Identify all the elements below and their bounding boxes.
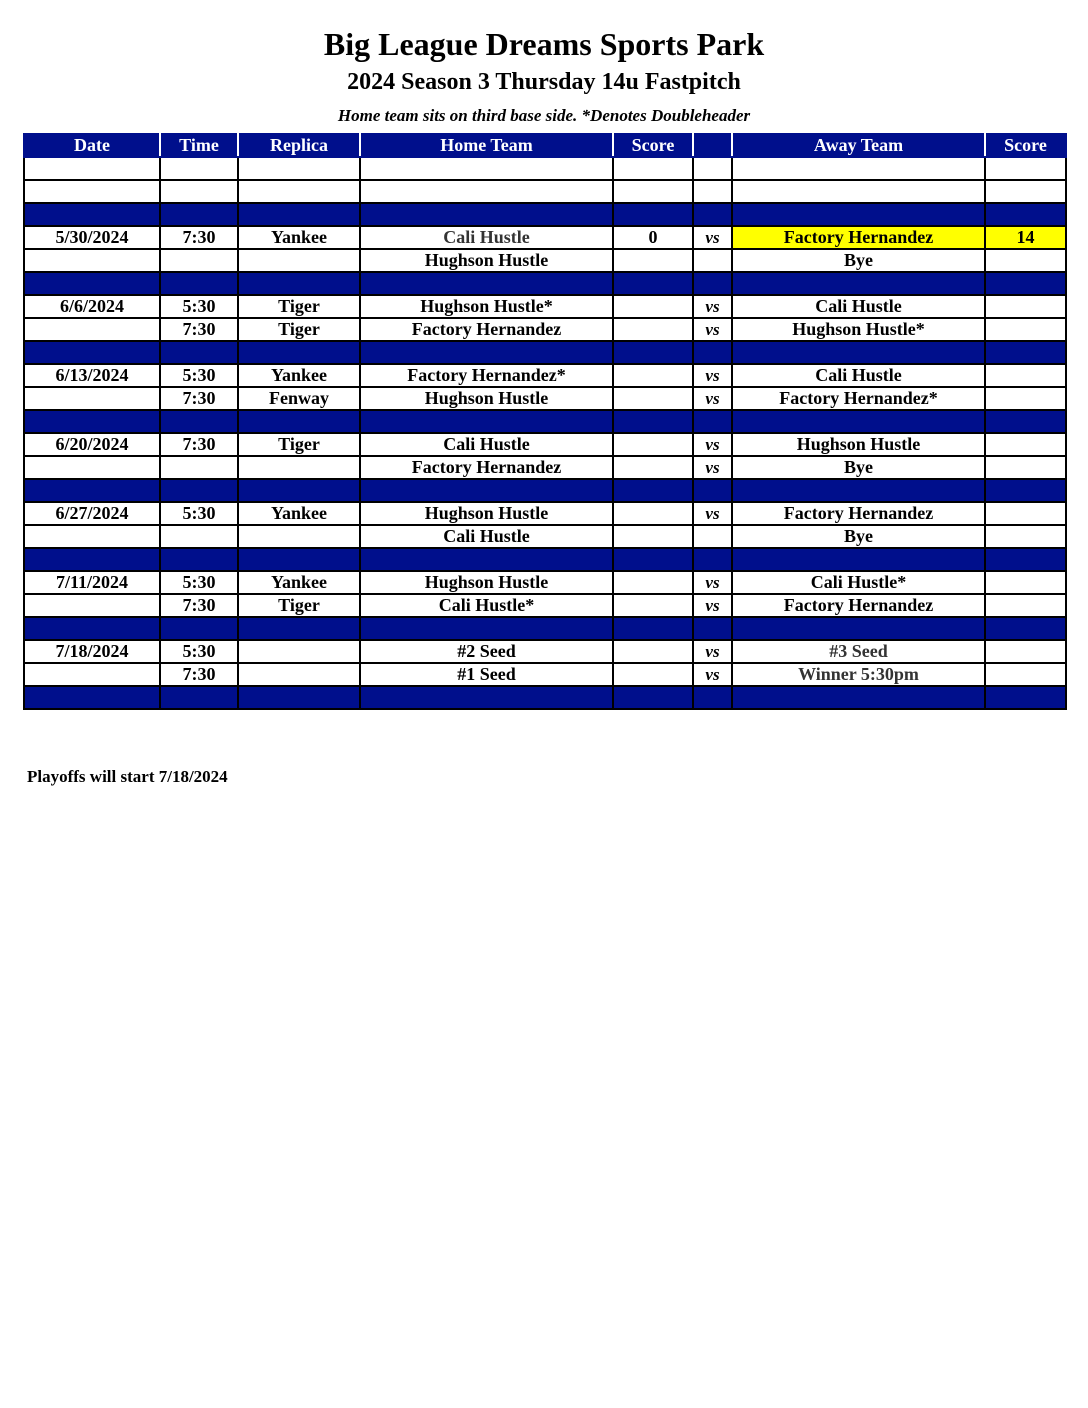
- column-header-away-team: Away Team: [732, 134, 985, 157]
- page-subtitle: 2024 Season 3 Thursday 14u Fastpitch: [347, 69, 741, 95]
- cell-away-score: [985, 663, 1066, 686]
- cell-away-score: [985, 594, 1066, 617]
- table-row: [24, 502, 1066, 525]
- table-row: [24, 571, 1066, 594]
- table-row: [24, 318, 1066, 341]
- cell-home-score: [613, 180, 693, 203]
- cell-vs: [693, 272, 732, 295]
- cell-time: 7:30: [160, 594, 238, 617]
- cell-home-score: [613, 295, 693, 318]
- cell-time: 5:30: [160, 571, 238, 594]
- cell-away: [732, 410, 985, 433]
- cell-date: 6/20/2024: [24, 433, 160, 456]
- column-header-time: Time: [160, 134, 238, 157]
- cell-home-score: [613, 364, 693, 387]
- cell-vs: [693, 617, 732, 640]
- cell-away-score: [985, 433, 1066, 456]
- cell-home: Hughson Hustle: [360, 502, 613, 525]
- cell-home: Hughson Hustle: [360, 571, 613, 594]
- cell-time: [160, 617, 238, 640]
- cell-time: [160, 548, 238, 571]
- cell-home-score: [613, 318, 693, 341]
- cell-home: [360, 686, 613, 709]
- cell-home-score: [613, 571, 693, 594]
- cell-replica: Tiger: [238, 295, 360, 318]
- cell-time: [160, 456, 238, 479]
- cell-vs: vs: [693, 318, 732, 341]
- cell-away: [732, 272, 985, 295]
- cell-away-score: [985, 525, 1066, 548]
- cell-vs: vs: [693, 594, 732, 617]
- cell-home: [360, 157, 613, 180]
- cell-time: 5:30: [160, 295, 238, 318]
- cell-vs: vs: [693, 663, 732, 686]
- cell-away-score: [985, 617, 1066, 640]
- cell-home: Cali Hustle: [360, 433, 613, 456]
- cell-replica: Fenway: [238, 387, 360, 410]
- cell-home-score: [613, 341, 693, 364]
- cell-home: [360, 548, 613, 571]
- week-separator-row: [24, 341, 1066, 364]
- cell-away: [732, 341, 985, 364]
- cell-away: Cali Hustle: [732, 295, 985, 318]
- cell-away-score: [985, 387, 1066, 410]
- cell-replica: [238, 548, 360, 571]
- blank-row: [24, 180, 1066, 203]
- cell-home-score: [613, 502, 693, 525]
- cell-date: [24, 272, 160, 295]
- cell-home-score: [613, 663, 693, 686]
- cell-away-score: [985, 249, 1066, 272]
- cell-home-score: [613, 548, 693, 571]
- cell-vs: [693, 686, 732, 709]
- cell-time: [160, 525, 238, 548]
- cell-away: Bye: [732, 525, 985, 548]
- cell-home: [360, 617, 613, 640]
- cell-vs: vs: [693, 456, 732, 479]
- cell-vs: vs: [693, 387, 732, 410]
- cell-time: [160, 479, 238, 502]
- cell-vs: [693, 548, 732, 571]
- column-header-replica: Replica: [238, 134, 360, 157]
- cell-away-score: [985, 686, 1066, 709]
- cell-time: [160, 272, 238, 295]
- week-separator-row: [24, 410, 1066, 433]
- cell-home-score: [613, 479, 693, 502]
- cell-away: [732, 180, 985, 203]
- cell-replica: [238, 410, 360, 433]
- cell-vs: [693, 157, 732, 180]
- cell-vs: vs: [693, 571, 732, 594]
- cell-away-score: [985, 318, 1066, 341]
- cell-home: [360, 479, 613, 502]
- cell-replica: [238, 617, 360, 640]
- column-header-home-score: Score: [613, 134, 693, 157]
- table-row: [24, 525, 1066, 548]
- cell-home: [360, 272, 613, 295]
- cell-date: [24, 663, 160, 686]
- cell-away: #3 Seed: [732, 640, 985, 663]
- cell-time: 5:30: [160, 640, 238, 663]
- cell-date: 6/6/2024: [24, 295, 160, 318]
- week-separator-row: [24, 272, 1066, 295]
- cell-date: [24, 203, 160, 226]
- cell-away: [732, 617, 985, 640]
- cell-home: [360, 410, 613, 433]
- cell-away: Factory Hernandez: [732, 226, 985, 249]
- cell-home-score: [613, 387, 693, 410]
- cell-away: Hughson Hustle: [732, 433, 985, 456]
- week-separator-row: [24, 479, 1066, 502]
- cell-away-score: [985, 479, 1066, 502]
- cell-away: [732, 686, 985, 709]
- table-row: [24, 456, 1066, 479]
- cell-home: Hughson Hustle: [360, 387, 613, 410]
- cell-vs: [693, 203, 732, 226]
- cell-home-score: [613, 433, 693, 456]
- cell-away-score: [985, 571, 1066, 594]
- header-row: [24, 134, 1066, 157]
- cell-home: [360, 203, 613, 226]
- cell-date: [24, 387, 160, 410]
- week-separator-row: [24, 548, 1066, 571]
- cell-replica: Yankee: [238, 364, 360, 387]
- cell-home-score: 0: [613, 226, 693, 249]
- cell-away: Factory Hernandez*: [732, 387, 985, 410]
- cell-time: [160, 203, 238, 226]
- cell-date: 6/27/2024: [24, 502, 160, 525]
- cell-away-score: [985, 410, 1066, 433]
- cell-home: Cali Hustle: [360, 525, 613, 548]
- column-header-away-score: Score: [985, 134, 1066, 157]
- table-row: [24, 387, 1066, 410]
- week-separator-row: [24, 203, 1066, 226]
- cell-vs: vs: [693, 295, 732, 318]
- cell-time: 5:30: [160, 364, 238, 387]
- cell-away-score: [985, 364, 1066, 387]
- cell-replica: [238, 663, 360, 686]
- cell-vs: [693, 249, 732, 272]
- cell-time: 7:30: [160, 663, 238, 686]
- cell-away-score: [985, 295, 1066, 318]
- cell-vs: vs: [693, 433, 732, 456]
- cell-away-score: [985, 180, 1066, 203]
- cell-replica: [238, 157, 360, 180]
- table-row: [24, 433, 1066, 456]
- cell-replica: [238, 456, 360, 479]
- cell-away-score: [985, 203, 1066, 226]
- table-row: [24, 640, 1066, 663]
- column-header-vs: [693, 134, 732, 157]
- cell-date: [24, 341, 160, 364]
- cell-away: Cali Hustle*: [732, 571, 985, 594]
- cell-replica: Tiger: [238, 318, 360, 341]
- cell-home: Cali Hustle: [360, 226, 613, 249]
- cell-date: [24, 456, 160, 479]
- cell-home-score: [613, 525, 693, 548]
- cell-away-score: [985, 502, 1066, 525]
- cell-home-score: [613, 410, 693, 433]
- cell-home-score: [613, 594, 693, 617]
- cell-replica: [238, 479, 360, 502]
- cell-away: Factory Hernandez: [732, 594, 985, 617]
- table-row: [24, 594, 1066, 617]
- cell-away: Factory Hernandez: [732, 502, 985, 525]
- cell-away: Bye: [732, 456, 985, 479]
- cell-replica: [238, 272, 360, 295]
- playoffs-note: Playoffs will start 7/18/2024: [27, 767, 228, 786]
- cell-date: 7/11/2024: [24, 571, 160, 594]
- cell-home: [360, 180, 613, 203]
- cell-vs: vs: [693, 364, 732, 387]
- table-row: [24, 249, 1066, 272]
- cell-home: [360, 341, 613, 364]
- cell-away: Bye: [732, 249, 985, 272]
- cell-vs: [693, 410, 732, 433]
- cell-date: [24, 525, 160, 548]
- cell-date: [24, 617, 160, 640]
- cell-time: 5:30: [160, 502, 238, 525]
- cell-vs: vs: [693, 502, 732, 525]
- cell-away: Cali Hustle: [732, 364, 985, 387]
- column-header-home-team: Home Team: [360, 134, 613, 157]
- schedule-note: Home team sits on third base side. *Denotes Doubleheader: [337, 106, 751, 125]
- cell-time: [160, 341, 238, 364]
- cell-home-score: [613, 272, 693, 295]
- cell-date: 7/18/2024: [24, 640, 160, 663]
- week-separator-row: [24, 617, 1066, 640]
- cell-home-score: [613, 686, 693, 709]
- cell-home: Factory Hernandez: [360, 318, 613, 341]
- schedule-table: [23, 133, 1067, 710]
- cell-date: 5/30/2024: [24, 226, 160, 249]
- cell-home: Hughson Hustle: [360, 249, 613, 272]
- cell-away: [732, 203, 985, 226]
- cell-time: [160, 410, 238, 433]
- cell-away-score: [985, 341, 1066, 364]
- table-row: [24, 226, 1066, 249]
- cell-time: 7:30: [160, 318, 238, 341]
- cell-away: Winner 5:30pm: [732, 663, 985, 686]
- cell-away: [732, 479, 985, 502]
- cell-replica: [238, 525, 360, 548]
- cell-home-score: [613, 456, 693, 479]
- cell-replica: [238, 249, 360, 272]
- cell-away: Hughson Hustle*: [732, 318, 985, 341]
- cell-replica: Yankee: [238, 571, 360, 594]
- cell-date: [24, 249, 160, 272]
- cell-home-score: [613, 617, 693, 640]
- cell-date: [24, 318, 160, 341]
- cell-away-score: [985, 272, 1066, 295]
- cell-vs: [693, 341, 732, 364]
- cell-away-score: [985, 157, 1066, 180]
- cell-date: [24, 157, 160, 180]
- cell-away-score: [985, 548, 1066, 571]
- table-row: [24, 663, 1066, 686]
- cell-home: #2 Seed: [360, 640, 613, 663]
- cell-date: [24, 479, 160, 502]
- cell-date: [24, 180, 160, 203]
- week-separator-row: [24, 686, 1066, 709]
- cell-home-score: [613, 640, 693, 663]
- cell-replica: Yankee: [238, 502, 360, 525]
- cell-replica: [238, 686, 360, 709]
- page-title: Big League Dreams Sports Park: [323, 26, 765, 62]
- cell-replica: [238, 180, 360, 203]
- cell-away-score: 14: [985, 226, 1066, 249]
- cell-replica: [238, 203, 360, 226]
- cell-time: 7:30: [160, 433, 238, 456]
- cell-vs: vs: [693, 226, 732, 249]
- cell-replica: Yankee: [238, 226, 360, 249]
- cell-time: [160, 249, 238, 272]
- cell-date: [24, 548, 160, 571]
- cell-time: [160, 180, 238, 203]
- schedule-body: [24, 157, 1066, 709]
- cell-home-score: [613, 157, 693, 180]
- cell-date: 6/13/2024: [24, 364, 160, 387]
- cell-vs: [693, 525, 732, 548]
- cell-home: Cali Hustle*: [360, 594, 613, 617]
- cell-vs: [693, 180, 732, 203]
- table-row: [24, 364, 1066, 387]
- cell-date: [24, 686, 160, 709]
- cell-time: 7:30: [160, 226, 238, 249]
- cell-time: [160, 157, 238, 180]
- cell-replica: Tiger: [238, 594, 360, 617]
- table-row: [24, 295, 1066, 318]
- cell-away-score: [985, 456, 1066, 479]
- cell-vs: vs: [693, 640, 732, 663]
- cell-home-score: [613, 203, 693, 226]
- cell-time: 7:30: [160, 387, 238, 410]
- cell-home: Factory Hernandez: [360, 456, 613, 479]
- column-header-date: Date: [24, 134, 160, 157]
- cell-away: [732, 157, 985, 180]
- cell-home: #1 Seed: [360, 663, 613, 686]
- cell-home: Hughson Hustle*: [360, 295, 613, 318]
- cell-vs: [693, 479, 732, 502]
- cell-replica: [238, 341, 360, 364]
- cell-home: Factory Hernandez*: [360, 364, 613, 387]
- cell-away-score: [985, 640, 1066, 663]
- cell-time: [160, 686, 238, 709]
- blank-row: [24, 157, 1066, 180]
- cell-date: [24, 410, 160, 433]
- cell-replica: Tiger: [238, 433, 360, 456]
- cell-replica: [238, 640, 360, 663]
- cell-away: [732, 548, 985, 571]
- cell-date: [24, 594, 160, 617]
- cell-home-score: [613, 249, 693, 272]
